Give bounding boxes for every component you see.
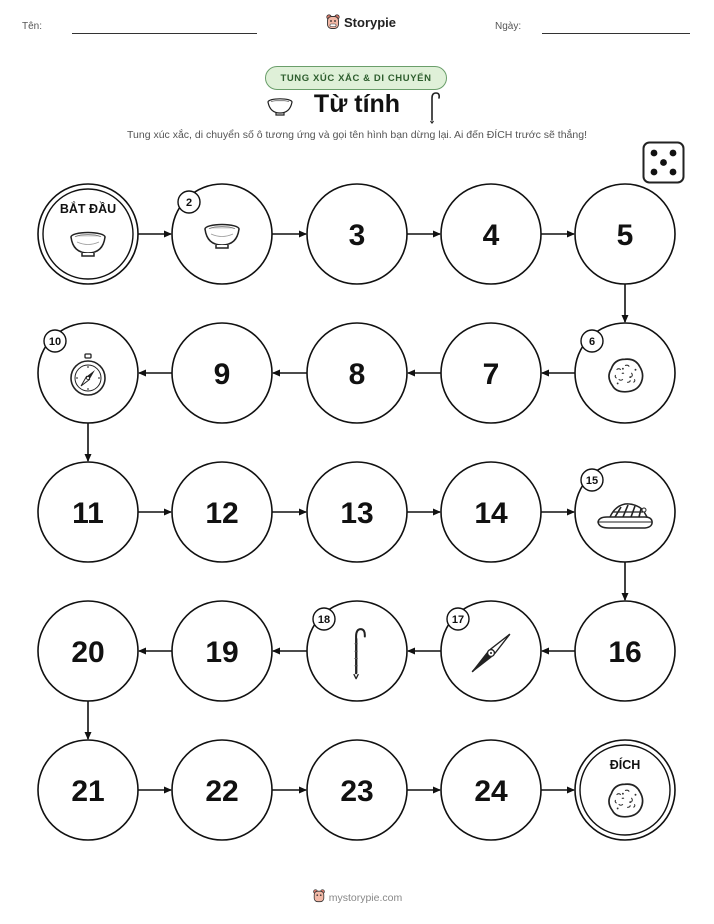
cell-number: 7 <box>482 358 500 391</box>
bear-mascot-icon <box>312 889 326 903</box>
board-cell[interactable] <box>307 740 407 840</box>
cell-badge-number: 15 <box>585 475 599 488</box>
board-cell[interactable] <box>172 740 272 840</box>
cell-number: 20 <box>71 636 105 669</box>
date-label: Ngày: <box>495 21 522 32</box>
board-cell[interactable] <box>575 601 675 701</box>
board-cells <box>38 184 675 840</box>
cell-number: 5 <box>616 219 634 252</box>
cell-badge-number: 18 <box>317 614 331 627</box>
cell-number: 19 <box>205 636 239 669</box>
board-cell[interactable] <box>38 462 138 562</box>
cell-number: 14 <box>474 497 508 530</box>
board-cell[interactable] <box>38 601 138 701</box>
cell-number: 23 <box>340 775 374 808</box>
cell-number: 12 <box>205 497 239 530</box>
board-cell[interactable] <box>441 462 541 562</box>
board-cell[interactable] <box>441 601 541 701</box>
start-cell[interactable] <box>38 184 138 284</box>
board-cell[interactable] <box>441 323 541 423</box>
cell-number: 9 <box>213 358 231 391</box>
board-cell[interactable] <box>307 184 407 284</box>
cell-number: 13 <box>340 497 374 530</box>
footer-site[interactable]: mystorypie.com <box>328 892 403 904</box>
board-cell[interactable] <box>441 740 541 840</box>
cell-badge-number: 17 <box>451 614 465 627</box>
cell-badge-number: 6 <box>588 336 596 349</box>
rock-icon <box>609 784 643 817</box>
cell-number: 8 <box>348 358 366 391</box>
board-cell[interactable] <box>172 323 272 423</box>
board-cell[interactable] <box>172 462 272 562</box>
board-cell[interactable] <box>575 462 675 562</box>
board-cell[interactable] <box>307 462 407 562</box>
name-label: Tên: <box>22 21 43 32</box>
brand-name: Storypie <box>344 14 397 30</box>
board-cell[interactable] <box>575 323 675 423</box>
cell-number: 21 <box>71 775 105 808</box>
cell-number: 11 <box>72 497 104 530</box>
footer <box>0 889 714 904</box>
instructions: Tung xúc xắc, di chuyển số ô tương ứng và gọi tên hình bạn dừng lại. Ai đến ĐÍCH trước sẽ thắng! <box>126 129 587 141</box>
cell-badge-number: 10 <box>48 336 62 349</box>
cell-number: 16 <box>608 636 642 669</box>
finish-cell[interactable] <box>575 740 675 840</box>
page-title: Từ tính <box>313 90 401 118</box>
board-cell[interactable] <box>575 184 675 284</box>
board-cell[interactable] <box>441 184 541 284</box>
board-cell[interactable] <box>172 184 272 284</box>
board-cell[interactable] <box>38 740 138 840</box>
start-label: BẮT ĐẦU <box>59 202 117 216</box>
cell-number: 3 <box>348 219 366 252</box>
activity-tag: TUNG XÚC XẮC & DI CHUYỂN <box>265 66 447 90</box>
board-cell[interactable] <box>38 323 138 423</box>
cell-number: 24 <box>474 775 508 808</box>
rock-icon <box>609 359 643 392</box>
finish-label: ĐÍCH <box>609 758 641 772</box>
cell-badge-number: 2 <box>185 197 193 210</box>
board-cell[interactable] <box>172 601 272 701</box>
board-cell[interactable] <box>307 323 407 423</box>
cell-number: 22 <box>205 775 239 808</box>
cell-number: 4 <box>482 219 500 252</box>
board-cell[interactable] <box>307 601 407 701</box>
